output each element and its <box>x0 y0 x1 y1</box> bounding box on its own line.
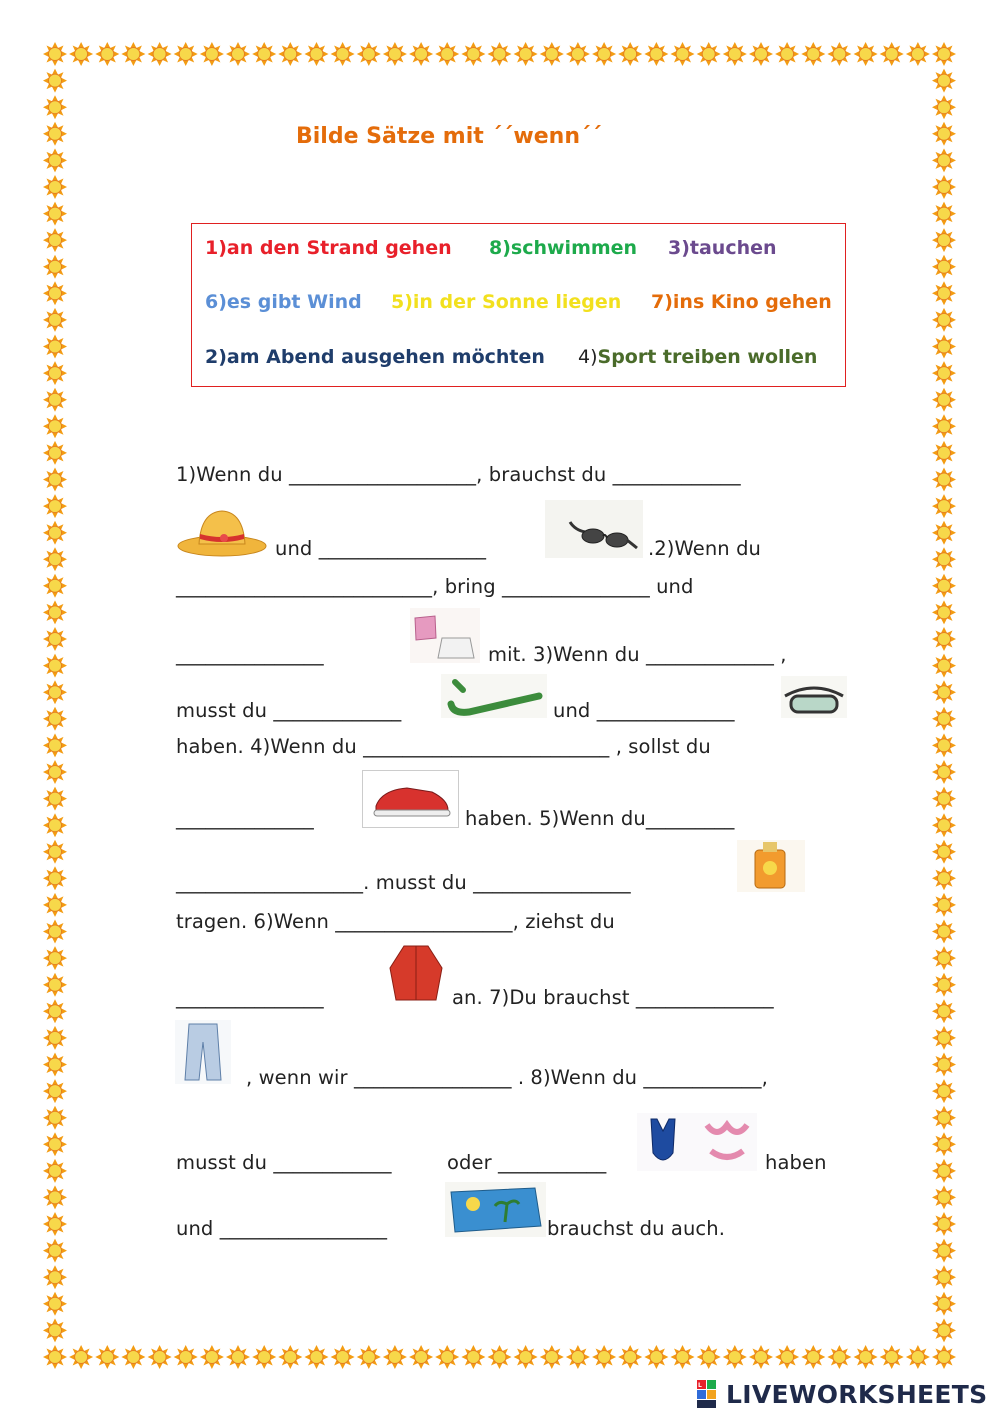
sun-decoration <box>43 281 67 305</box>
sun-decoration <box>932 255 956 279</box>
sun-decoration <box>932 228 956 252</box>
sun-decoration <box>932 1159 956 1183</box>
sun-decoration <box>43 1212 67 1236</box>
liveworksheets-logo-icon <box>697 1378 727 1410</box>
sun-decoration <box>827 42 851 66</box>
sun-decoration <box>331 1345 355 1369</box>
sun-decoration <box>200 1345 224 1369</box>
sun-decoration <box>121 1345 145 1369</box>
jacket-image <box>386 942 446 1004</box>
sun-decoration <box>932 1026 956 1050</box>
sun-decoration <box>435 42 459 66</box>
sun-decoration <box>540 42 564 66</box>
sun-decoration <box>148 42 172 66</box>
sun-decoration <box>383 42 407 66</box>
word-item <box>578 346 817 368</box>
sun-decoration <box>43 760 67 784</box>
sun-decoration <box>566 42 590 66</box>
sun-decoration <box>932 973 956 997</box>
sun-decoration <box>932 95 956 119</box>
sun-decoration <box>932 202 956 226</box>
sun-decoration <box>932 1265 956 1289</box>
sun-decoration <box>854 1345 878 1369</box>
sneaker-image <box>362 770 459 828</box>
hat-image <box>177 502 267 558</box>
sun-decoration <box>932 414 956 438</box>
sun-decoration <box>305 1345 329 1369</box>
sun-decoration <box>775 42 799 66</box>
sun-decoration <box>43 1239 67 1263</box>
sun-decoration <box>43 1265 67 1289</box>
sun-decoration <box>43 335 67 359</box>
sun-decoration <box>43 733 67 757</box>
sun-decoration <box>69 1345 93 1369</box>
sun-decoration <box>43 122 67 146</box>
sentence-line: __________________________, bring _______________ und <box>176 575 694 598</box>
sun-decoration <box>174 1345 198 1369</box>
sentence-line: .2)Wenn du <box>648 537 762 560</box>
sun-decoration <box>121 42 145 66</box>
sun-decoration <box>43 494 67 518</box>
sunscreen-image <box>737 840 805 892</box>
sun-decoration <box>278 1345 302 1369</box>
sun-decoration <box>43 441 67 465</box>
sun-decoration <box>932 1079 956 1103</box>
sun-decoration <box>618 1345 642 1369</box>
sun-decoration <box>906 42 930 66</box>
sentence-line: und _________________ <box>176 1217 388 1240</box>
sun-decoration <box>43 361 67 385</box>
word-item: 3)tauchen <box>668 237 777 259</box>
sun-decoration <box>932 654 956 678</box>
sun-decoration <box>932 308 956 332</box>
swimsuits-image <box>637 1113 757 1171</box>
sun-decoration <box>932 893 956 917</box>
sun-decoration <box>671 42 695 66</box>
sun-decoration <box>43 1106 67 1130</box>
sun-decoration <box>43 95 67 119</box>
sentence-line: und ______________ <box>553 699 735 722</box>
sun-decoration <box>43 787 67 811</box>
sun-decoration <box>43 1026 67 1050</box>
sun-decoration <box>932 388 956 412</box>
sun-decoration <box>932 335 956 359</box>
sun-decoration <box>43 707 67 731</box>
sun-decoration <box>906 1345 930 1369</box>
sun-decoration <box>174 42 198 66</box>
sun-decoration <box>854 42 878 66</box>
sun-decoration <box>461 42 485 66</box>
sun-decoration <box>932 1292 956 1316</box>
sun-decoration <box>592 1345 616 1369</box>
sun-decoration <box>43 69 67 93</box>
sun-decoration <box>827 1345 851 1369</box>
sun-decoration <box>357 1345 381 1369</box>
beach-clothes-image <box>410 608 480 663</box>
sun-decoration <box>932 281 956 305</box>
sun-decoration <box>644 42 668 66</box>
sun-decoration <box>644 1345 668 1369</box>
sentence-line: und _________________ <box>275 537 487 560</box>
sun-decoration <box>932 627 956 651</box>
sun-decoration <box>697 1345 721 1369</box>
sentence-line: , wenn wir ________________ . 8)Wenn du ____________, <box>246 1066 768 1089</box>
sun-decoration <box>409 1345 433 1369</box>
sun-decoration <box>200 42 224 66</box>
sun-decoration <box>749 42 773 66</box>
sun-decoration <box>932 574 956 598</box>
sun-decoration <box>43 654 67 678</box>
sun-decoration <box>43 1132 67 1156</box>
jeans-image <box>175 1020 231 1084</box>
sun-decoration <box>43 946 67 970</box>
sentence-line: haben <box>765 1151 827 1174</box>
sun-decoration <box>43 1292 67 1316</box>
sun-decoration <box>932 1185 956 1209</box>
sun-decoration <box>880 42 904 66</box>
word-item: 8)schwimmen <box>489 237 638 259</box>
sentence-line: _______________ <box>176 986 324 1009</box>
sun-decoration <box>252 1345 276 1369</box>
sun-decoration <box>488 42 512 66</box>
sun-decoration <box>932 1345 956 1369</box>
sun-decoration <box>95 1345 119 1369</box>
sun-decoration <box>69 42 93 66</box>
sun-decoration <box>43 414 67 438</box>
sun-decoration <box>932 680 956 704</box>
sun-decoration <box>932 361 956 385</box>
sentence-line: brauchst du auch. <box>547 1217 726 1240</box>
sun-decoration <box>618 42 642 66</box>
word-item: 6)es gibt Wind <box>205 291 362 313</box>
sun-decoration <box>43 202 67 226</box>
logo-icon-letter: L <box>698 1382 702 1389</box>
sun-decoration <box>252 42 276 66</box>
sun-decoration <box>95 42 119 66</box>
sun-decoration <box>932 1132 956 1156</box>
word-item: 1)an den Strand gehen <box>205 237 452 259</box>
sun-decoration <box>43 1079 67 1103</box>
sun-decoration <box>592 42 616 66</box>
sun-decoration <box>43 1345 67 1369</box>
sun-decoration <box>801 42 825 66</box>
sun-decoration <box>932 920 956 944</box>
sun-decoration <box>409 42 433 66</box>
sun-decoration <box>932 760 956 784</box>
sun-decoration <box>43 308 67 332</box>
sun-decoration <box>43 999 67 1023</box>
sun-decoration <box>43 574 67 598</box>
sun-decoration <box>226 42 250 66</box>
sun-decoration <box>148 1345 172 1369</box>
sun-decoration <box>43 547 67 571</box>
sentence-line: oder ___________ <box>447 1151 607 1174</box>
sun-decoration <box>435 1345 459 1369</box>
sun-decoration <box>932 1053 956 1077</box>
sentence-line: tragen. 6)Wenn __________________, ziehst du <box>176 910 615 933</box>
sun-decoration <box>43 1053 67 1077</box>
diving-goggles-image <box>781 676 847 718</box>
sun-decoration <box>43 680 67 704</box>
word-item-prefix: 4) <box>578 346 598 368</box>
sun-decoration <box>932 813 956 837</box>
sun-decoration <box>540 1345 564 1369</box>
sun-decoration <box>932 69 956 93</box>
sun-decoration <box>932 707 956 731</box>
sun-decoration <box>43 255 67 279</box>
sun-decoration <box>43 1318 67 1342</box>
sun-decoration <box>566 1345 590 1369</box>
sun-decoration <box>43 148 67 172</box>
sun-decoration <box>43 1185 67 1209</box>
sun-decoration <box>43 893 67 917</box>
sentence-line: haben. 4)Wenn du _________________________ , sollst du <box>176 735 711 758</box>
sun-decoration <box>43 627 67 651</box>
sun-decoration <box>932 1318 956 1342</box>
sun-decoration <box>43 840 67 864</box>
word-item: 7)ins Kino gehen <box>651 291 832 313</box>
word-item: 5)in der Sonne liegen <box>391 291 622 313</box>
sentence-line: musst du ____________ <box>176 1151 392 1174</box>
sun-decoration <box>932 1106 956 1130</box>
sun-decoration <box>723 1345 747 1369</box>
sun-decoration <box>749 1345 773 1369</box>
sun-decoration <box>43 521 67 545</box>
sun-decoration <box>43 920 67 944</box>
sun-decoration <box>932 175 956 199</box>
sun-decoration <box>932 840 956 864</box>
sunglasses-image <box>545 500 643 558</box>
sun-decoration <box>43 973 67 997</box>
sun-decoration <box>514 1345 538 1369</box>
sun-decoration <box>932 122 956 146</box>
sun-decoration <box>357 42 381 66</box>
sun-decoration <box>932 441 956 465</box>
word-item-rest: Sport treiben wollen <box>597 346 818 368</box>
sun-decoration <box>43 228 67 252</box>
sun-decoration <box>43 600 67 624</box>
sun-decoration <box>43 468 67 492</box>
sun-decoration <box>880 1345 904 1369</box>
sentence-line: musst du _____________ <box>176 699 402 722</box>
sentence-line: mit. 3)Wenn du _____________ , <box>488 643 787 666</box>
beach-towel-image <box>445 1182 546 1237</box>
sun-decoration <box>43 388 67 412</box>
sun-decoration <box>305 42 329 66</box>
snorkel-image <box>441 674 547 718</box>
sun-decoration <box>932 1212 956 1236</box>
sentence-line: _______________ <box>176 643 324 666</box>
sun-decoration <box>514 42 538 66</box>
sun-decoration <box>43 42 67 66</box>
sun-decoration <box>932 787 956 811</box>
sun-decoration <box>801 1345 825 1369</box>
word-item: 2)am Abend ausgehen möchten <box>205 346 545 368</box>
page-title: Bilde Sätze mit ´´wenn´´ <box>296 124 602 149</box>
sun-decoration <box>932 600 956 624</box>
sun-decoration <box>43 813 67 837</box>
sun-decoration <box>43 175 67 199</box>
sentence-line: ______________ <box>176 807 314 830</box>
sun-decoration <box>932 946 956 970</box>
sun-decoration <box>226 1345 250 1369</box>
sun-decoration <box>723 42 747 66</box>
sun-decoration <box>932 547 956 571</box>
sun-decoration <box>331 42 355 66</box>
sun-decoration <box>488 1345 512 1369</box>
sun-decoration <box>775 1345 799 1369</box>
sun-decoration <box>932 42 956 66</box>
sun-decoration <box>383 1345 407 1369</box>
sentence-line: 1)Wenn du ___________________, brauchst du _____________ <box>176 463 741 486</box>
sun-decoration <box>671 1345 695 1369</box>
sun-decoration <box>43 1159 67 1183</box>
sun-decoration <box>697 42 721 66</box>
sun-decoration <box>461 1345 485 1369</box>
sun-decoration <box>932 1239 956 1263</box>
sentence-line: an. 7)Du brauchst ______________ <box>452 986 774 1009</box>
sentence-line: haben. 5)Wenn du_________ <box>465 807 735 830</box>
sentence-line: ___________________. musst du ________________ <box>176 871 631 894</box>
sun-decoration <box>932 148 956 172</box>
sun-decoration <box>932 521 956 545</box>
sun-decoration <box>932 866 956 890</box>
sun-decoration <box>932 468 956 492</box>
sun-decoration <box>932 494 956 518</box>
sun-decoration <box>932 999 956 1023</box>
liveworksheets-logo-text: LIVEWORKSHEETS <box>726 1380 988 1409</box>
sun-decoration <box>278 42 302 66</box>
sun-decoration <box>43 866 67 890</box>
sun-decoration <box>932 733 956 757</box>
